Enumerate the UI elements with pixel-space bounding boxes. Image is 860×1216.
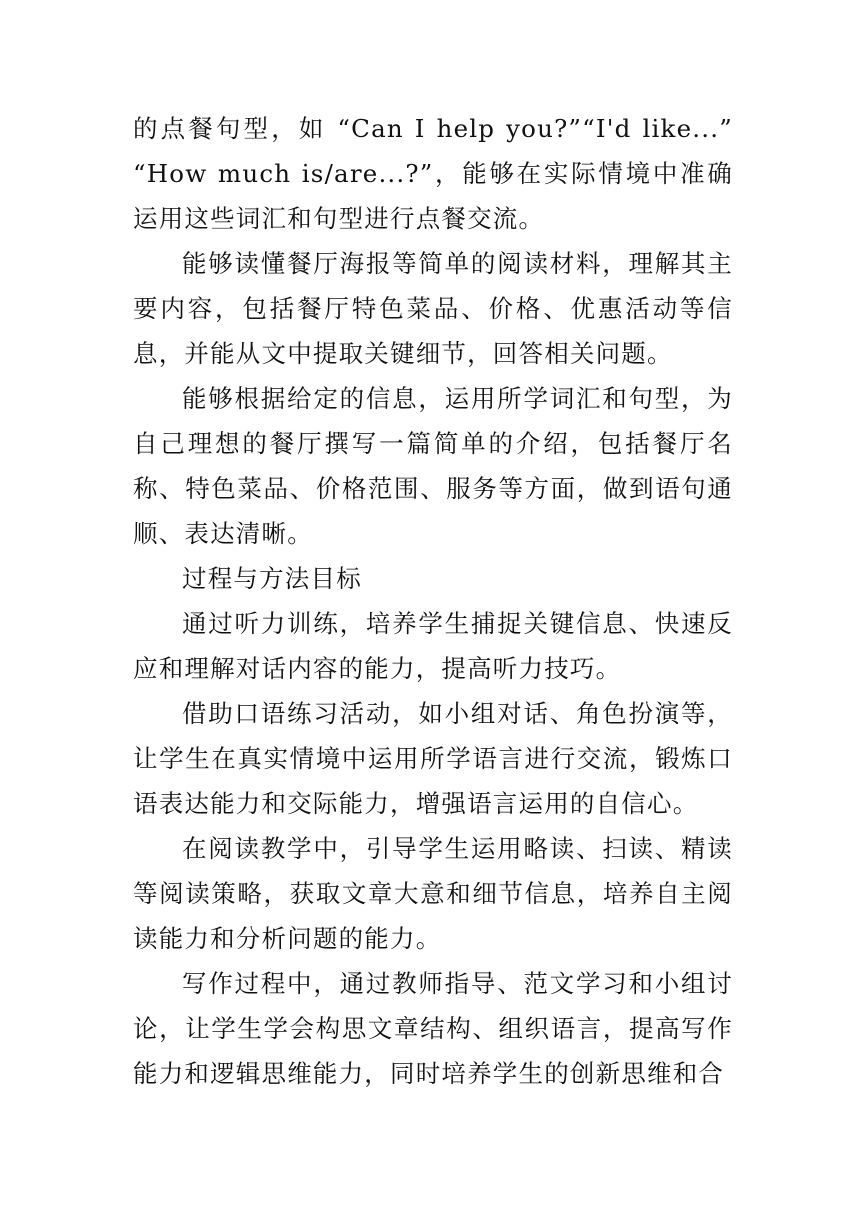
document-page — [133, 106, 733, 1096]
paragraph-reading-strategies: 在阅读教学中，引导学生运用略读、扫读、精读等阅读策略，获取文章大意和细节信息，培养自主阅读能力和分析问题的能力。 — [133, 834, 733, 953]
paragraph-writing-goal: 能够根据给定的信息，运用所学词汇和句型，为自己理想的餐厅撰写一篇简单的介绍，包括餐厅名称、特色菜品、价格范围、服务等方面，做到语句通顺、表达清晰。 — [133, 384, 733, 548]
paragraph-speaking-practice: 借助口语练习活动，如小组对话、角色扮演等，让学生在真实情境中运用所学语言进行交流，锻炼口语表达能力和交际能力，增强语言运用的自信心。 — [133, 699, 733, 818]
paragraph-listening-training: 通过听力训练，培养学生捕捉关键信息、快速反应和理解对话内容的能力，提高听力技巧。 — [133, 609, 733, 683]
section-heading-process-method: 过程与方法目标 — [182, 564, 362, 593]
paragraph-reading-goal: 能够读懂餐厅海报等简单的阅读材料，理解其主要内容，包括餐厅特色菜品、价格、优惠活动等信息，并能从文中提取关键细节，回答相关问题。 — [133, 249, 733, 368]
paragraph-writing-process: 写作过程中，通过教师指导、范文学习和小组讨论，让学生学会构思文章结构、组织语言，提高写作能力和逻辑思维能力，同时培养学生的创新思维和合 — [133, 969, 733, 1088]
paragraph-ordering-phrases: 的点餐句型，如 “Can I help you?”“I'd like...” “How much is/are...?”，能够在实际情境中准确运用这些词汇和句型进行点餐交流。 — [133, 114, 733, 233]
